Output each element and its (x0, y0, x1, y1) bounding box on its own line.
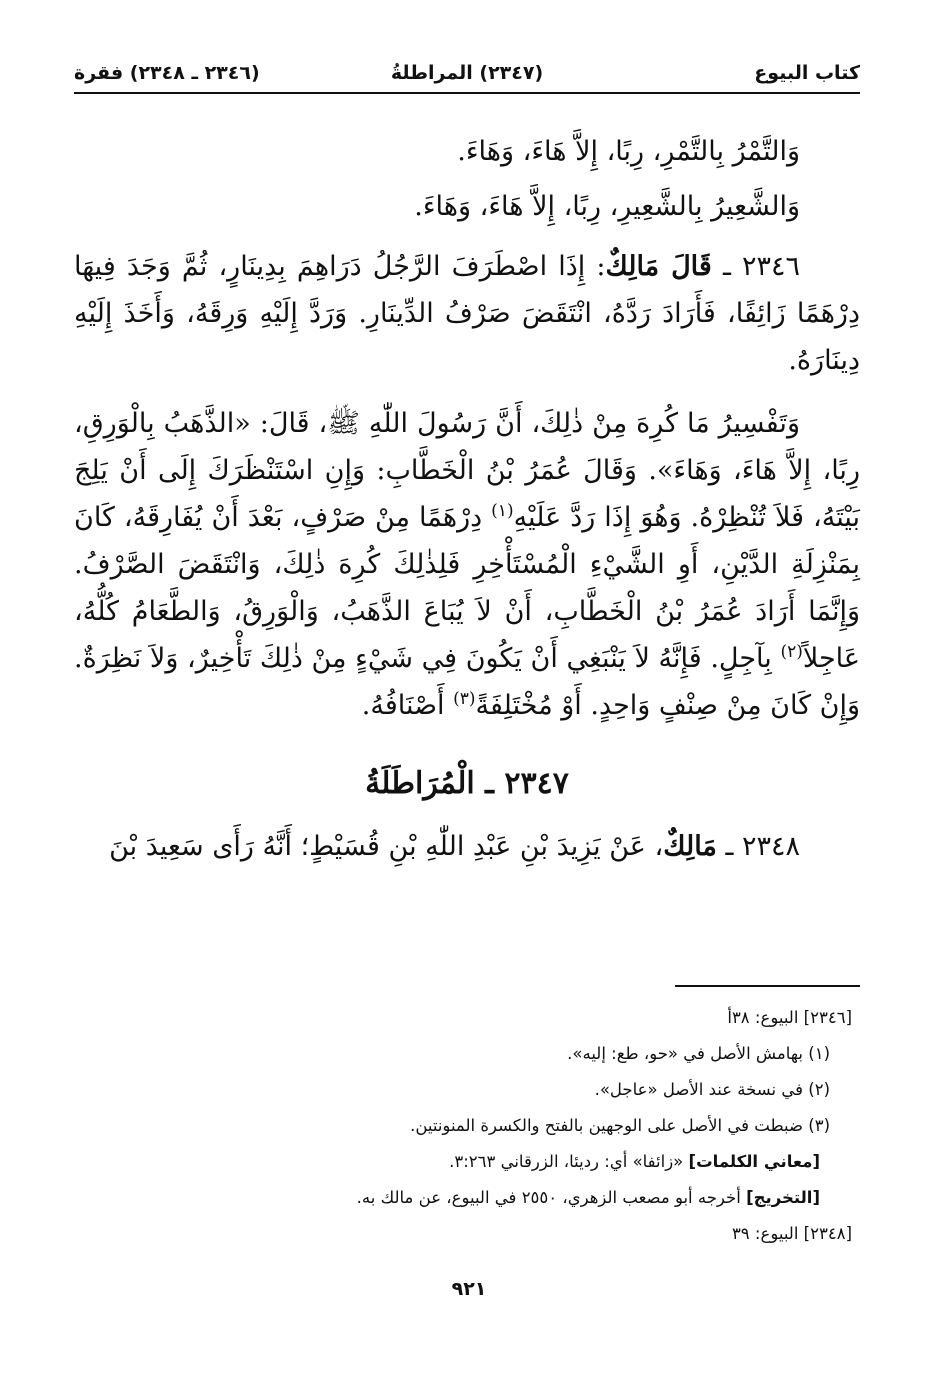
footnote-3: (٣) ضبطت في الأصل على الوجهين بالفتح والكسرة المنونتين. (410, 1116, 830, 1135)
narrator-name: مَالِكٌ (663, 831, 717, 862)
paragraph-text: بِآجِلٍ. فَإِنَّهُ لاَ يَنْبَغِي أَنْ يَكُونَ فِي شَيْءٍ مِنْ ذٰلِكَ تَأْخِيرٌ، وَلاَ نَظِرَةٌ. وَإِنْ كَانَ مِنْ صِنْفٍ وَاحِدٍ. أَوْ مُخْتَلِفَةً (74, 643, 860, 721)
footnote-2: (٢) في نسخة عند الأصل «عاجل». (594, 1080, 830, 1099)
word-meanings-text: «زائفا» أي: رديئا، الزرقاني ٣:٢٦٣. (449, 1152, 689, 1171)
footnote-marker-2[interactable]: (٢) (780, 642, 803, 662)
header-book-title: كتاب البيوع (754, 62, 860, 84)
paragraph-text: وَتَفْسِيرُ مَا كُرِهَ مِنْ ذٰلِكَ، أَنَّ رَسُولَ اللّٰهِ ﷺ، قَالَ: «الذَّهَبُ بِالْوَرِقِ، رِبًا، إِلاَّ هَاءَ، وَهَاءَ». وَقَالَ عُمَرُ بْنُ الْخَطَّابِ: وَإِنِ اسْتَنْظَرَكَ إِلَى أَنْ يَلِجَ بَيْتَهُ، فَلاَ تُنْظِرْهُ. وَهُوَ إِذَا رَدَّ عَلَيْهِ (74, 408, 860, 533)
paragraph-explanation (74, 400, 860, 729)
verse-line-dates: وَالتَّمْرُ بِالتَّمْرِ، رِبًا، إِلاَّ هَاءَ، وَهَاءَ. (457, 136, 800, 167)
section-heading: ٢٣٤٧ ـ الْمُرَاطَلَةُ (365, 766, 569, 801)
narrator-name: قَالَ مَالِكٌ (605, 251, 712, 282)
paragraph-text: دِرْهَمًا مِنْ صَرْفٍ، بَعْدَ أَنْ يُفَارِقَهُ، كَانَ بِمَنْزِلَةِ الدَّيْنِ، أَوِ الشَّيْءِ الْمُسْتَأْخِرِ فَلِذٰلِكَ كُرِهَ ذٰلِكَ، وَانْتَقَضَ الصَّرْفُ. وَإِنَّمَا أَرَادَ عُمَرُ بْنُ الْخَطَّابِ، أَنْ لاَ يُبَاعَ الذَّهَبُ، وَالْوَرِقُ، وَالطَّعَامُ كُلُّهُ، عَاجِلاً (74, 502, 860, 674)
paragraph-text: أَصْنَافُهُ. (361, 690, 454, 721)
word-meanings-label: [معاني الكلمات] (688, 1152, 820, 1171)
header-paragraph-range: (٢٣٤٦ ـ ٢٣٤٨) فقرة (74, 62, 260, 84)
source-ref-2346: [٢٣٤٦] البيوع: ٣٨أ (727, 1008, 852, 1027)
page-number: ٩٢١ (451, 1278, 487, 1300)
paragraph-text: ، عَنْ يَزِيدَ بْنِ عَبْدِ اللّٰهِ بْنِ قُسَيْطٍ؛ أَنَّهُ رَأَى سَعِيدَ بْنَ (109, 831, 664, 862)
paragraph-2348 (74, 823, 860, 870)
footnote-marker-3[interactable]: (٣) (453, 689, 476, 709)
source-ref-2348: [٢٣٤٨] البيوع: ٣٩ (731, 1224, 852, 1243)
header-chapter-title: (٢٣٤٧) المراطلةُ (390, 62, 544, 84)
footnote-1: (١) بهامش الأصل في «حو، طع: إليه». (567, 1044, 830, 1063)
footnote-marker-1[interactable]: (١) (491, 501, 514, 521)
paragraph-2346 (74, 243, 860, 384)
paragraph-number: ٢٣٤٦ ـ (722, 251, 800, 282)
footnote-divider (675, 985, 860, 987)
takhrij (74, 1180, 852, 1216)
footnotes (74, 1000, 852, 1252)
word-meanings (74, 1144, 852, 1180)
verse-line-barley: وَالشَّعِيرُ بِالشَّعِيرِ، رِبًا، إِلاَّ هَاءَ، وَهَاءَ. (414, 191, 800, 222)
main-text (74, 128, 860, 870)
paragraph-number: ٢٣٤٨ ـ (725, 831, 800, 862)
running-header (74, 52, 860, 94)
paragraph-text: : إِذَا اصْطَرَفَ الرَّجُلُ دَرَاهِمَ بِدِينَارٍ، ثُمَّ وَجَدَ فِيهَا دِرْهَمًا زَائِفًا، فَأَرَادَ رَدَّهُ، انْتَقَضَ صَرْفُ الدِّينَارِ. وَرَدَّ إِلَيْهِ وَرِقَهُ، وَأَخَذَ إِلَيْهِ دِينَارَهُ. (74, 251, 860, 376)
takhrij-text: أخرجه أبو مصعب الزهري، ٢٥٥٠ في البيوع، عن مالك به. (356, 1188, 747, 1207)
takhrij-label: [التخريج] (746, 1188, 820, 1207)
